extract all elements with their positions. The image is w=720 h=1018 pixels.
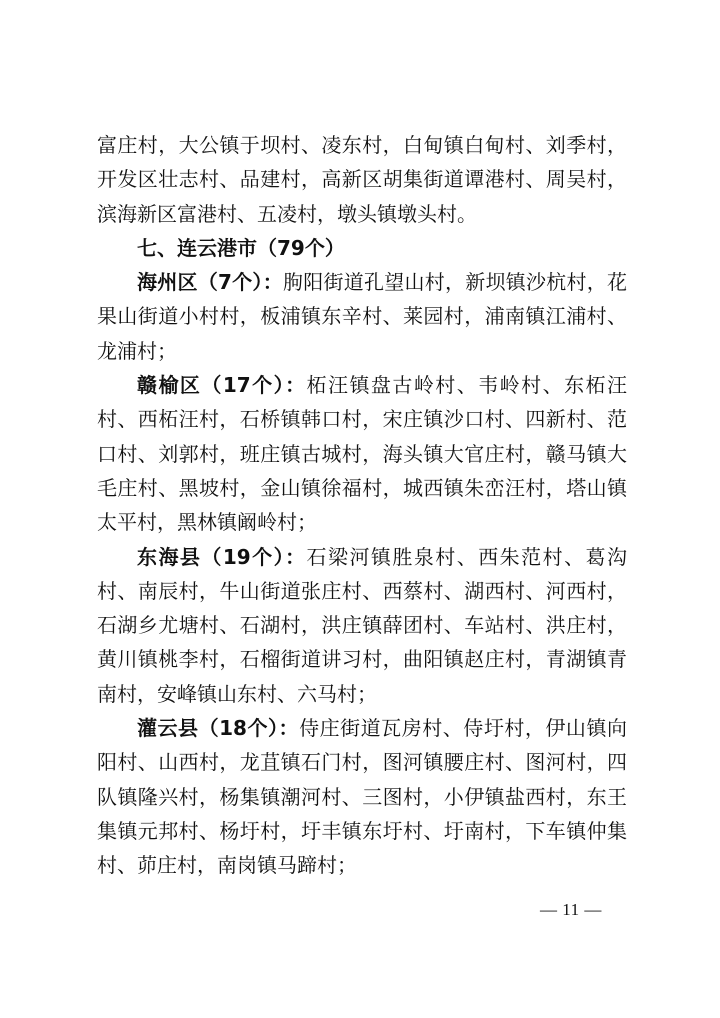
district-name: 海州区（7个）： xyxy=(137,270,283,295)
district-name: 赣榆区（17个）： xyxy=(137,373,307,398)
district-content: 石梁河镇胜泉村、西朱范村、葛沟村、南辰村，牛山街道张庄村、西蔡村、湖西村、河西村，石湖乡尤塘村、石湖村，洪庄镇薛团村、车站村、洪庄村，黄川镇桃李村，石榴街道讲习村，曲阳镇赵庄村，青湖镇青南村，安峰镇山东村、六马村； xyxy=(97,544,627,706)
district-paragraph-haizhou xyxy=(97,265,627,368)
district-name: 灌云县（18个）： xyxy=(137,716,300,741)
district-paragraph-donghai xyxy=(97,540,627,711)
page-number: — 11 — xyxy=(540,900,602,919)
continuation-paragraph: 富庄村，大公镇于坝村、凌东村，白甸镇白甸村、刘季村，开发区壮志村、品建村，高新区胡集街道谭港村、周吴村，滨海新区富港村、五凌村，墩头镇墩头村。 xyxy=(97,133,627,226)
district-name: 东海县（19个）： xyxy=(137,544,307,569)
district-content: 侍庄街道瓦房村、侍圩村，伊山镇向阳村、山西村，龙苴镇石门村，图河镇腰庄村、图河村，四队镇隆兴村，杨集镇潮河村、三图村，小伊镇盐西村，东王集镇元邦村、杨圩村，圩丰镇东圩村、圩南村，下车镇仲集村、茆庄村，南岗镇马蹄村； xyxy=(97,716,627,878)
district-paragraph-guanyun xyxy=(97,711,627,882)
body-text xyxy=(97,128,627,883)
district-content: 朐阳街道孔望山村，新坝镇沙杭村，花果山街道小村村，板浦镇东辛村、莱园村，浦南镇江浦村、龙浦村； xyxy=(97,270,628,363)
district-content: 柘汪镇盘古岭村、韦岭村、东柘汪村、西柘汪村，石桥镇韩口村，宋庄镇沙口村、四新村、范口村、刘郭村，班庄镇古城村，海头镇大官庄村，赣马镇大毛庄村、黑坡村，金山镇徐福村，城西镇朱峦汪村，塔山镇太平村，黑林镇阚岭村； xyxy=(97,373,627,535)
district-paragraph-ganyu xyxy=(97,368,627,539)
section-heading: 七、连云港市（79个） xyxy=(137,235,345,260)
